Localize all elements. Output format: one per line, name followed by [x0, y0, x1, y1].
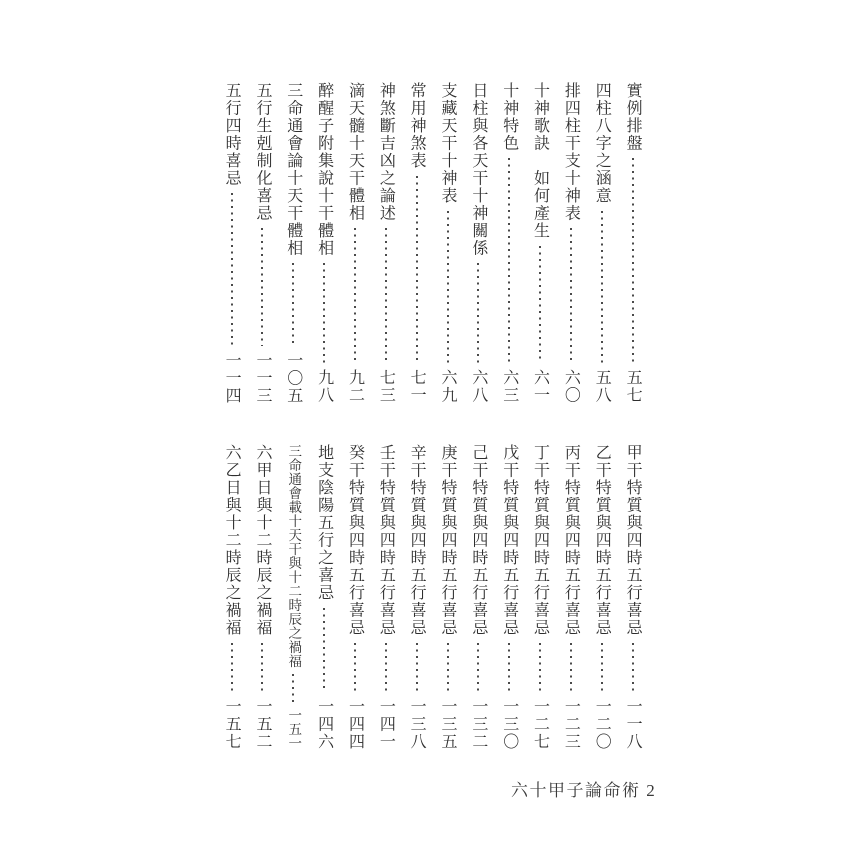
- dot-leader: [261, 643, 263, 692]
- toc-entry: [401, 444, 432, 750]
- toc-entry-page-number: 一五一: [286, 708, 302, 750]
- dot-leader: [632, 158, 634, 363]
- toc-entry: [463, 82, 494, 404]
- dot-leader: [477, 263, 479, 363]
- toc-entry: [525, 82, 556, 404]
- dot-leader: [632, 643, 634, 692]
- dot-leader: [323, 608, 325, 692]
- toc-entry-title: 三命通會論十天干體相: [284, 82, 302, 257]
- toc-entry: [586, 82, 617, 404]
- toc-entry-page-number: 六一: [531, 369, 549, 404]
- page-footer: 六十甲子論命術 2: [511, 781, 657, 800]
- toc-entry-title: 實例排盤: [624, 82, 642, 152]
- toc-entry-title: 甲干特質與四時五行喜忌: [624, 444, 642, 637]
- toc-entry-page-number: 九八: [315, 369, 333, 404]
- toc-entry-page-number: 一二三: [562, 697, 580, 750]
- toc-entry: [463, 444, 494, 750]
- toc-entry-page-number: 六八: [469, 369, 487, 404]
- toc-entry: [216, 444, 247, 750]
- toc-entry-page-number: 一一八: [624, 697, 642, 750]
- toc-entry-page-number: 五八: [593, 369, 611, 404]
- dot-leader: [570, 643, 572, 692]
- toc-entry: [370, 444, 401, 750]
- toc-entry-title: 壬干特質與四時五行喜忌: [377, 444, 395, 637]
- toc-section-top: [216, 82, 648, 404]
- toc-entry-page-number: 一〇五: [284, 351, 302, 404]
- toc-entry: [432, 82, 463, 404]
- dot-leader: [416, 176, 418, 364]
- toc-entry-title: 支藏天干十神表: [439, 82, 457, 205]
- dot-leader: [447, 643, 449, 692]
- toc-entry-page-number: 九二: [346, 369, 364, 404]
- dot-leader: [601, 211, 603, 364]
- dot-leader: [385, 643, 387, 692]
- toc-entry-page-number: 一一三: [253, 351, 271, 404]
- dot-leader: [477, 643, 479, 692]
- toc-entry: [555, 444, 586, 750]
- toc-entry: [340, 444, 371, 750]
- dot-leader: [539, 643, 541, 692]
- toc-entry: [340, 82, 371, 404]
- toc-entry-title: 己干特質與四時五行喜忌: [469, 444, 487, 637]
- toc-entry: [494, 444, 525, 750]
- toc-entry-page-number: 六三: [500, 369, 518, 404]
- toc-entry-title: 醉醒子附集說十干體相: [315, 82, 333, 257]
- toc-entry-title: 癸干特質與四時五行喜忌: [346, 444, 364, 637]
- toc-entry-page-number: 六九: [439, 369, 457, 404]
- toc-entry-title: 日柱與各天干十神關係: [469, 82, 487, 257]
- toc-entry: [432, 444, 463, 750]
- toc-entry-title: 四柱八字之涵意: [593, 82, 611, 205]
- dot-leader: [570, 228, 572, 363]
- dot-leader: [539, 246, 541, 364]
- toc-entry-page-number: 一四六: [315, 697, 333, 750]
- toc-entry-page-number: 一四四: [346, 697, 364, 750]
- toc-entry: [494, 82, 525, 404]
- toc-entry: [309, 444, 340, 750]
- toc-entry-title: 地支陰陽五行之喜忌: [315, 444, 333, 602]
- toc-entry-title: 三命通會載十天干與十二時辰之禍福: [286, 444, 302, 668]
- toc-entry-title: 十神特色: [500, 82, 518, 152]
- toc-entry-page-number: 一三五: [439, 697, 457, 750]
- toc-entry: [586, 444, 617, 750]
- toc-entry: [370, 82, 401, 404]
- toc-entry-title: 滴天髓十天干體相: [346, 82, 364, 222]
- toc-entry-title: 常用神煞表: [408, 82, 426, 170]
- toc-entry-page-number: 一二七: [531, 697, 549, 750]
- dot-leader: [231, 643, 233, 692]
- dot-leader: [508, 158, 510, 363]
- toc-entry-title: 神煞斷吉凶之論述: [377, 82, 395, 222]
- toc-entry-title: 五行生剋制化喜忌: [253, 82, 271, 222]
- toc-entry-title: 乙干特質與四時五行喜忌: [593, 444, 611, 637]
- toc-entry-title: 庚干特質與四時五行喜忌: [439, 444, 457, 637]
- toc-entry-page-number: 一三二: [469, 697, 487, 750]
- dot-leader: [447, 211, 449, 364]
- dot-leader: [354, 228, 356, 363]
- toc-entry-page-number: 七三: [377, 369, 395, 404]
- toc-entry-page-number: 一二〇: [593, 697, 611, 750]
- dot-leader: [601, 643, 603, 692]
- toc-entry-page-number: 五七: [624, 369, 642, 404]
- toc-entry-page-number: 一四一: [377, 697, 395, 750]
- toc-entry-title: 丙干特質與四時五行喜忌: [562, 444, 580, 637]
- toc-entry-title: 五行四時喜忌: [223, 82, 241, 187]
- toc-entry: [247, 444, 278, 750]
- dot-leader: [292, 674, 294, 702]
- toc-entry: [617, 82, 648, 404]
- toc-entry-title: 戊干特質與四時五行喜忌: [500, 444, 518, 637]
- toc-entry: [278, 444, 309, 750]
- dot-leader: [261, 228, 263, 346]
- toc-entry: [278, 82, 309, 404]
- toc-entry-page-number: 一一四: [223, 351, 241, 404]
- toc-entry: [617, 444, 648, 750]
- toc-entry-title: 六甲日與十二時辰之禍福: [253, 444, 271, 637]
- toc-entry: [247, 82, 278, 404]
- toc-entry: [309, 82, 340, 404]
- toc-entry-page-number: 六〇: [562, 369, 580, 404]
- dot-leader: [323, 263, 325, 363]
- toc-entry-page-number: 一五二: [253, 697, 271, 750]
- toc-entry: [555, 82, 586, 404]
- toc-entry-page-number: 一三八: [408, 697, 426, 750]
- dot-leader: [508, 643, 510, 692]
- dot-leader: [354, 643, 356, 692]
- toc-entry: [525, 444, 556, 750]
- dot-leader: [385, 228, 387, 363]
- toc-section-bottom: [216, 444, 648, 750]
- toc-entry-title: 十神歌訣 如何產生: [531, 82, 549, 240]
- toc-entry-page-number: 一三〇: [500, 697, 518, 750]
- dot-leader: [416, 643, 418, 692]
- toc-entry-title: 排四柱干支十神表: [562, 82, 580, 222]
- toc-entry: [216, 82, 247, 404]
- toc-entry-title: 丁干特質與四時五行喜忌: [531, 444, 549, 637]
- dot-leader: [231, 193, 233, 346]
- toc-entry-page-number: 一五七: [223, 697, 241, 750]
- toc-entry-title: 六乙日與十二時辰之禍福: [223, 444, 241, 637]
- toc-entry: [401, 82, 432, 404]
- toc-entry-title: 辛干特質與四時五行喜忌: [408, 444, 426, 637]
- toc-entry-page-number: 七一: [408, 369, 426, 404]
- dot-leader: [292, 263, 294, 346]
